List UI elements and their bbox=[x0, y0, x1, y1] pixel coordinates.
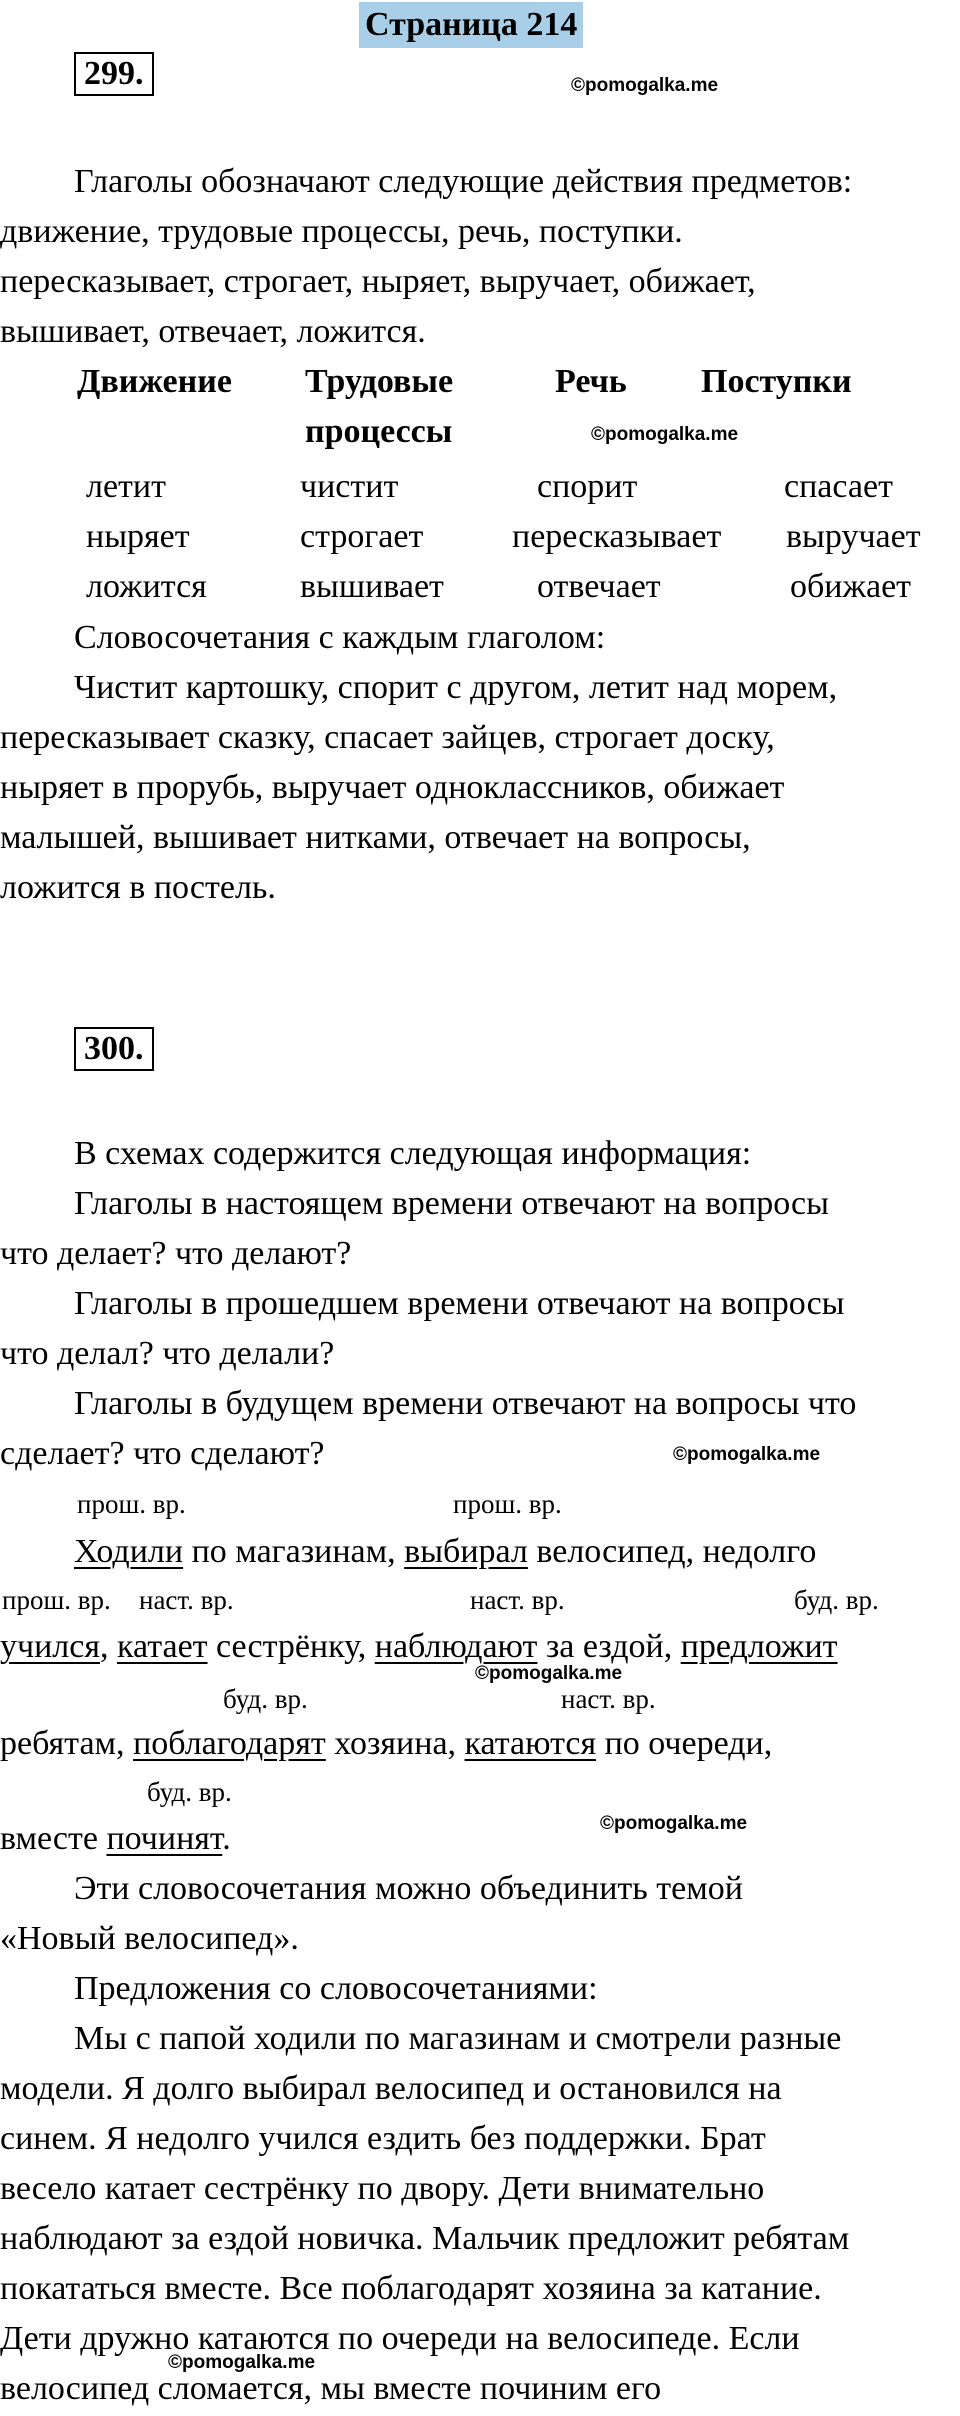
watermark: ©pomogalka.me bbox=[571, 75, 719, 96]
table-cell: летит bbox=[86, 468, 166, 505]
task299-intro-line-2: движение, трудовые процессы, речь, поступки. bbox=[0, 213, 683, 250]
table-cell: обижает bbox=[790, 568, 912, 605]
table-cell: выручает bbox=[786, 518, 921, 555]
task-number-300-dot: . bbox=[135, 1030, 144, 1067]
underlined-verb: катает bbox=[117, 1628, 208, 1665]
scheme-text: . bbox=[222, 1820, 231, 1857]
task300-intro-line-2: Глаголы в настоящем времени отвечают на вопросы bbox=[74, 1185, 829, 1222]
theme-line-2: «Новый велосипед». bbox=[0, 1920, 299, 1957]
table-cell: спорит bbox=[537, 468, 638, 505]
table-cell: чистит bbox=[300, 468, 399, 505]
scheme-text: ребятам, bbox=[0, 1725, 134, 1762]
task300-intro-line-4: Глаголы в прошедшем времени отвечают на вопросы bbox=[74, 1285, 845, 1322]
underlined-verb: Ходили bbox=[74, 1533, 184, 1570]
scheme-line-4 bbox=[0, 1814, 231, 1864]
scheme-text: по магазинам, bbox=[183, 1533, 405, 1570]
phrases-line-1: Чистит картошку, спорит с другом, летит над морем, bbox=[74, 669, 838, 706]
watermark: ©pomogalka.me bbox=[168, 2352, 316, 2373]
task300-intro-line-5: что делал? что делали? bbox=[0, 1335, 335, 1372]
tense-label-present: наст. вр. bbox=[139, 1585, 234, 1615]
tense-label-future: буд. вр. bbox=[147, 1777, 232, 1807]
scheme-line-2 bbox=[0, 1622, 838, 1672]
header-movement: Движение bbox=[77, 363, 232, 400]
sentences-line-3: синем. Я недолго учился ездить без поддержки. Брат bbox=[0, 2120, 766, 2157]
task-number-299-value: 299 bbox=[84, 55, 135, 92]
watermark: ©pomogalka.me bbox=[591, 424, 739, 445]
phrases-line-2: пересказывает сказку, спасает зайцев, строгает доску, bbox=[0, 719, 775, 756]
underlined-verb: починят bbox=[106, 1820, 223, 1857]
task300-intro-line-1: В схемах содержится следующая информация: bbox=[74, 1135, 752, 1172]
tense-label-future: буд. вр. bbox=[223, 1684, 308, 1714]
scheme-line-1 bbox=[74, 1527, 816, 1577]
scheme-text: хозяина, bbox=[325, 1725, 465, 1762]
sentences-line-1: Мы с папой ходили по магазинам и смотрели разные bbox=[74, 2020, 842, 2057]
task299-intro-line-1: Глаголы обозначают следующие действия предметов: bbox=[74, 163, 853, 200]
scheme-text: по очереди, bbox=[596, 1725, 773, 1762]
scheme-text: велосипед, недолго bbox=[527, 1533, 817, 1570]
table-cell: ныряет bbox=[86, 518, 190, 555]
sentences-line-4: весело катает сестрёнку по двору. Дети внимательно bbox=[0, 2170, 765, 2207]
phrases-title: Словосочетания с каждым глаголом: bbox=[74, 619, 606, 656]
underlined-verb: выбирал bbox=[404, 1533, 528, 1570]
task300-intro-line-7: сделает? что сделают? bbox=[0, 1435, 325, 1472]
phrases-line-5: ложится в постель. bbox=[0, 869, 276, 906]
phrases-line-4: малышей, вышивает нитками, отвечает на вопросы, bbox=[0, 819, 751, 856]
task299-intro-line-3: пересказывает, строгает, ныряет, выручает, обижает, bbox=[0, 263, 756, 300]
scheme-text: за ездой, bbox=[537, 1628, 681, 1665]
tense-label-past: прош. вр. bbox=[2, 1585, 111, 1615]
header-deeds: Поступки bbox=[701, 363, 852, 400]
watermark: ©pomogalka.me bbox=[673, 1444, 821, 1465]
table-cell: отвечает bbox=[537, 568, 661, 605]
table-cell: вышивает bbox=[300, 568, 444, 605]
header-labor-2: процессы bbox=[305, 413, 453, 450]
sentences-line-8: велосипед сломается, мы вместе починим его bbox=[0, 2370, 662, 2407]
sentences-line-7: Дети дружно катаются по очереди на велосипеде. Если bbox=[0, 2320, 800, 2357]
sentences-title: Предложения со словосочетаниями: bbox=[74, 1970, 598, 2007]
scheme-text: , bbox=[100, 1628, 117, 1665]
header-speech: Речь bbox=[555, 363, 627, 400]
sentences-line-2: модели. Я долго выбирал велосипед и остановился на bbox=[0, 2070, 782, 2107]
underlined-verb: предложит bbox=[680, 1628, 838, 1665]
task300-intro-line-6: Глаголы в будущем времени отвечают на вопросы что bbox=[74, 1385, 857, 1422]
sentences-line-6: покататься вместе. Все поблагодарят хозяина за катание. bbox=[0, 2270, 822, 2307]
tense-label-past: прош. вр. bbox=[77, 1489, 186, 1519]
underlined-verb: катаются bbox=[464, 1725, 597, 1762]
tense-label-past: прош. вр. bbox=[453, 1489, 562, 1519]
watermark: ©pomogalka.me bbox=[475, 1663, 623, 1684]
sentences-line-5: наблюдают за ездой новичка. Мальчик предложит ребятам bbox=[0, 2220, 850, 2257]
task-number-299 bbox=[74, 52, 154, 96]
tense-label-future: буд. вр. bbox=[794, 1585, 879, 1615]
tense-label-present: наст. вр. bbox=[561, 1684, 656, 1714]
table-cell: пересказывает bbox=[512, 518, 722, 555]
underlined-verb: учился bbox=[0, 1628, 100, 1665]
scheme-line-3 bbox=[0, 1719, 772, 1769]
underlined-verb: поблагодарят bbox=[133, 1725, 326, 1762]
task-number-300-value: 300 bbox=[84, 1030, 135, 1067]
underlined-verb: наблюдают bbox=[374, 1628, 538, 1665]
tense-label-present: наст. вр. bbox=[470, 1585, 565, 1615]
table-cell: строгает bbox=[300, 518, 424, 555]
table-cell: спасает bbox=[784, 468, 893, 505]
phrases-line-3: ныряет в прорубь, выручает одноклассников, обижает bbox=[0, 769, 785, 806]
scheme-text: сестрёнку, bbox=[207, 1628, 375, 1665]
scheme-text: вместе bbox=[0, 1820, 107, 1857]
table-cell: ложится bbox=[86, 568, 207, 605]
task299-intro-line-4: вышивает, отвечает, ложится. bbox=[0, 313, 426, 350]
watermark: ©pomogalka.me bbox=[600, 1813, 748, 1834]
theme-line-1: Эти словосочетания можно объединить темой bbox=[74, 1870, 743, 1907]
task300-intro-line-3: что делает? что делают? bbox=[0, 1235, 352, 1272]
task-number-300 bbox=[74, 1027, 154, 1071]
task-number-299-dot: . bbox=[135, 55, 144, 92]
page-title: Страница 214 bbox=[359, 2, 583, 48]
header-labor-1: Трудовые bbox=[305, 363, 454, 400]
